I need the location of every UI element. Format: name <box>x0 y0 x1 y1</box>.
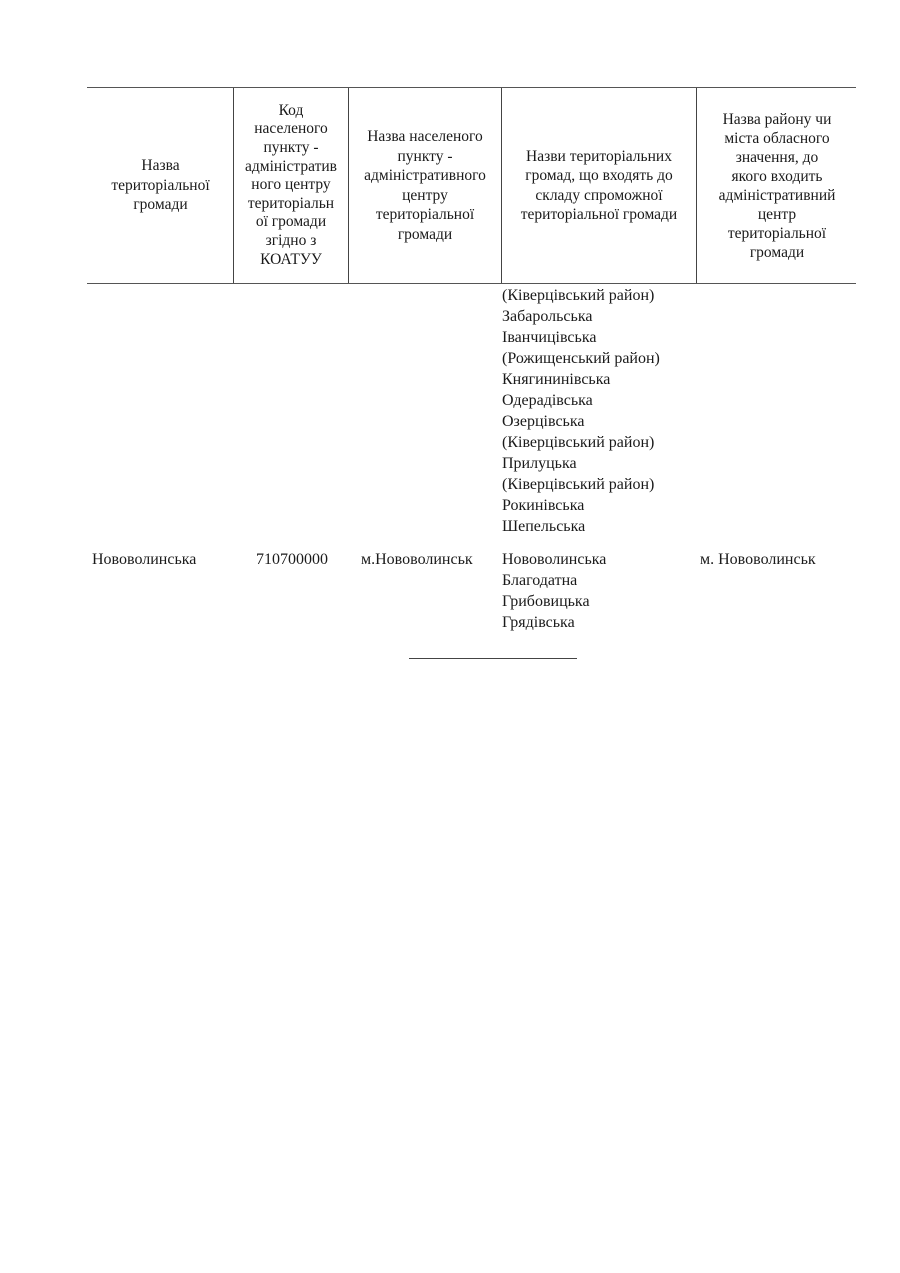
list-item: Одерадівська <box>502 392 593 409</box>
header-text: Назва району чи міста обласного значення, до якого входить адміністративний центр територіальної громади <box>718 110 836 261</box>
cell-center: м.Нововолинськ <box>361 551 473 568</box>
list-item: Шепельська <box>502 518 586 535</box>
list-item: Нововолинська <box>502 551 607 568</box>
cell-member-communities <box>502 549 606 633</box>
cell-code: 710700000 <box>256 551 328 568</box>
list-item: Княгининівська <box>502 371 611 388</box>
list-item: Іванчицівська <box>502 329 597 346</box>
list-item: Рокинівська <box>502 497 585 514</box>
header-district <box>697 88 857 283</box>
list-item: Грибовицька <box>502 593 590 610</box>
table-header-bottom-border <box>87 283 856 284</box>
header-community-name <box>88 88 233 283</box>
list-item: (Ківерцівський район) <box>502 476 655 493</box>
continued-communities-list <box>502 285 660 537</box>
header-member-communities <box>502 88 696 283</box>
list-item: Грядівська <box>502 614 575 631</box>
list-item: (Ківерцівський район) <box>502 434 655 451</box>
header-text: Назва територіальної громади <box>111 157 210 214</box>
list-item: (Ківерцівський район) <box>502 287 655 304</box>
cell-district: м. Нововолинськ <box>700 551 816 568</box>
header-text: Назва населеного пункту - адміністративного центру територіальної громади <box>364 128 486 243</box>
cell-community: Нововолинська <box>92 551 197 568</box>
list-item: Прилуцька <box>502 455 577 472</box>
list-item: Благодатна <box>502 572 578 589</box>
header-text: Назви територіальних громад, що входять до складу спроможної територіальної громади <box>520 147 678 223</box>
list-item: Забарольська <box>502 308 593 325</box>
end-of-document-line <box>409 658 577 659</box>
header-text: Код населеного пункту - адміністратив ного центру територіальн ої громади згідно з КОАТУУ <box>245 101 337 268</box>
header-center-name <box>349 88 501 283</box>
header-koatuu-code <box>234 88 348 283</box>
list-item: (Рожищенський район) <box>502 350 660 367</box>
list-item: Озерцівська <box>502 413 585 430</box>
